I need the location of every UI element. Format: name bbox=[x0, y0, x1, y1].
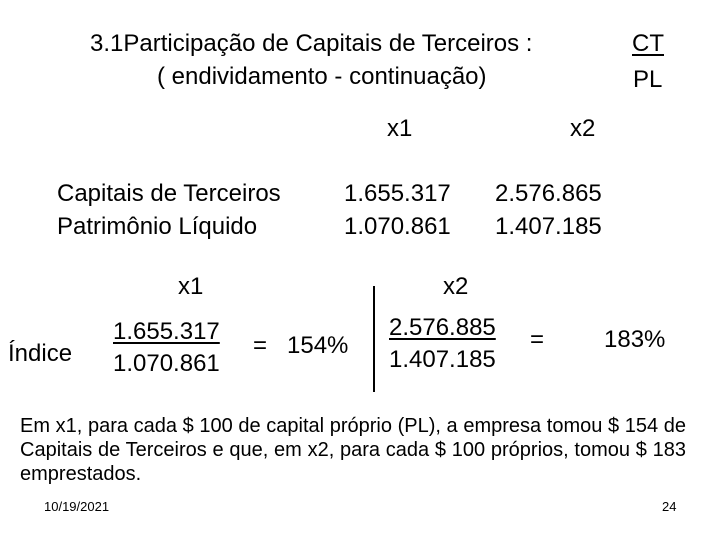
index-header-x1: x1 bbox=[178, 273, 204, 300]
index-header-x2: x2 bbox=[443, 273, 469, 300]
ratio-numerator: CT bbox=[632, 30, 664, 57]
title-line2: ( endividamento - continuação) bbox=[157, 63, 487, 90]
cell-patrimonio-liquido-x2: 1.407.185 bbox=[495, 213, 602, 240]
index-x1-numerator: 1.655.317 bbox=[113, 318, 220, 345]
index-x2-numerator: 2.576.885 bbox=[389, 314, 496, 341]
row-label-patrimonio-liquido: Patrimônio Líquido bbox=[57, 213, 258, 240]
index-x2-denominator: 1.407.185 bbox=[389, 346, 496, 373]
ratio-denominator: PL bbox=[633, 66, 663, 93]
column-header-x1: x1 bbox=[387, 115, 413, 142]
explanation-paragraph: Em x1, para cada $ 100 de capital próprio (PL), a empresa tomou $ 154 de Capitais de Terceiros e que, em x2, para cada $ 100 próprios, tomou $ 183 emprestados. bbox=[20, 415, 686, 485]
footer-date: 10/19/2021 bbox=[44, 499, 110, 514]
index-x1-denominator: 1.070.861 bbox=[113, 350, 220, 377]
index-label: Índice bbox=[8, 340, 73, 367]
cell-capitais-terceiros-x1: 1.655.317 bbox=[344, 180, 451, 207]
index-x2-equals: = bbox=[530, 326, 545, 353]
title-line1: 3.1Participação de Capitais de Terceiros : bbox=[90, 30, 533, 57]
index-x1-equals: = bbox=[253, 332, 268, 359]
row-label-capitais-terceiros: Capitais de Terceiros bbox=[57, 180, 281, 207]
divider-line bbox=[373, 286, 375, 392]
cell-capitais-terceiros-x2: 2.576.865 bbox=[495, 180, 602, 207]
footer-page-number: 24 bbox=[662, 499, 677, 514]
column-header-x2: x2 bbox=[570, 115, 596, 142]
index-x2-result: 183% bbox=[604, 326, 666, 353]
cell-patrimonio-liquido-x1: 1.070.861 bbox=[344, 213, 451, 240]
index-x1-result: 154% bbox=[287, 332, 349, 359]
